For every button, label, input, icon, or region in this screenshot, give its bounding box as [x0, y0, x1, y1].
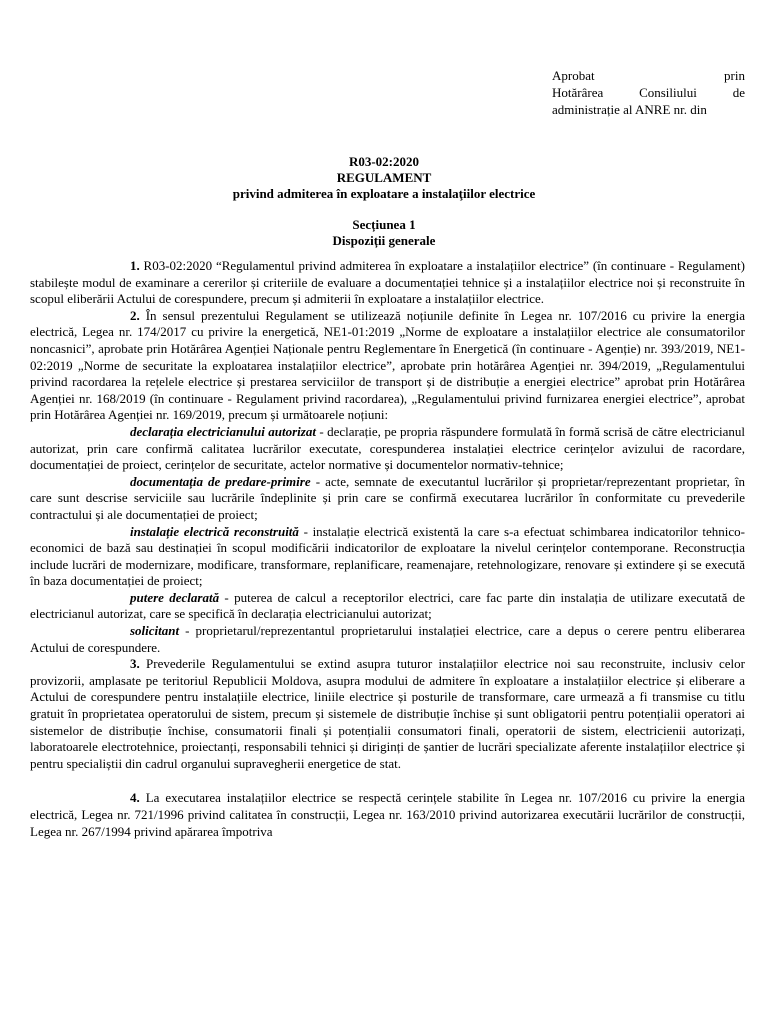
paragraph-3 [30, 656, 745, 772]
approval-line-3: administrație al ANRE nr. din [552, 102, 707, 117]
paragraph-number: 3. [130, 656, 140, 672]
definition-4 [30, 590, 745, 623]
definition-term: instalație electrică reconstruită [130, 523, 299, 539]
definition-text: - declarație, pe propria răspundere formulată în formă scrisă de către electricianul autorizat, prin care confirmă calitatea lucrărilor executate, corespunderea instalației electrice cerințelor avizului de racordare, documentației de proiect, cerințelor de securitate, actelor normative și documentelor normativ-tehnice; [30, 423, 745, 473]
approval-note [552, 67, 745, 118]
approval-line-1: Aprobat prin [552, 68, 745, 83]
document-type: REGULAMENT [336, 170, 432, 185]
definition-3 [30, 524, 745, 590]
definition-5 [30, 623, 745, 656]
document-subtitle: privind admiterea în exploatare a instalaţiilor electrice [232, 186, 536, 201]
section-title: Dispoziții generale [332, 233, 436, 248]
definition-term: declarația electricianului autorizat [130, 423, 316, 439]
definition-term: putere declarată [130, 589, 220, 605]
definition-text: - puterea de calcul a receptorilor electrici, care fac parte din instalația de utilizare executată de electricianul autorizat, care se specifică în declarația electricianului autorizat; [30, 589, 745, 622]
definition-term: documentația de predare-primire [130, 473, 311, 489]
paragraph-number: 2. [130, 307, 140, 323]
paragraph-text: R03-02:2020 “Regulamentul privind admiterea în exploatare a instalațiilor electrice” (în continuare - Regulament) stabilește modul de examinare a cererilor și criteriile de evaluare a documentației tehnice și a instalațiilor electrice noi și reconstruite în scopul eliberării Actului de corespundere, precum și admiterii în exploatare a instalațiilor electrice. [30, 258, 745, 307]
paragraph-text: La executarea instalațiilor electrice se respectă cerințele stabilite în Legea nr. 107/2016 cu privire la energia electrică, Legea nr. 721/1996 privind calitatea în construcții, Legea nr. 163/2010 privind autorizarea executării lucrărilor de construcții, Legea nr. 267/1994 privind apărarea împotriva [30, 790, 746, 839]
definition-text: - instalație electrică existentă la care s-a efectuat schimbarea indicatorilor tehnico-economici de bază sau destinației în scopul modificării indicatorilor de exploatare la nivelul cerințelor contemporane. Reconstrucția include lucrări de modernizare, modificare, transformare, replanificare, reamenajare, retehnologizare, renovare și extindere și se execută în baza documentației de proiect; [30, 523, 745, 589]
definition-text: - acte, semnate de executantul lucrărilor și proprietar/reprezentant proprietar, în care sunt descrise serviciile sau lucrările îndeplinite și prin care se confirmă executarea lucrărilor în conformitate cu prevederile contractului și ale documentației de proiect; [30, 473, 745, 522]
definition-text: - proprietarul/reprezentantul proprietarului instalației electrice, care a depus o cerere pentru eliberarea Actului de corespundere. [30, 623, 745, 655]
paragraph-4 [30, 790, 745, 840]
document-header [30, 154, 738, 249]
spacer [30, 202, 738, 217]
paragraph-text: În sensul prezentului Regulament se utilizează noțiunile definite în Legea nr. 107/2016 cu privire la energia electrică, Legea nr. 174/2017 cu privire la energetică, NE1-01:2019 „Norme de exploatare a instalațiilor electrice ale consumatorilor noncasnici”, aprobate prin Hotărârea Agenției Naționale pentru Reglementare în Energetică (în continuare - Agenție) nr. 393/2019, NE1-02:2019 „Norme de securitate la exploatarea instalațiilor electrice”, aprobate prin hotărârea Agenției nr. 394/2019, „Regulamentului privind racordarea la rețelele electrice și prestarea serviciilor de transport și de distribuție a energiei electrice” aprobat prin Hotărârea Agenției nr. 168/2019 (în continuare - Regulament privind racordarea), „Regulamentului privind furnizarea energiei electrice”, aprobat prin Hotărârea Agenției nr. 169/2019, precum și următoarele noțiuni: [30, 307, 746, 423]
document-code: R03-02:2020 [348, 154, 420, 169]
section-number: Secțiunea 1 [352, 217, 416, 232]
definition-2 [30, 474, 745, 524]
paragraph-number: 1. [130, 258, 140, 273]
paragraph-number: 4. [130, 790, 140, 806]
paragraph-2 [30, 308, 745, 424]
document-body [30, 258, 745, 840]
definition-1 [30, 424, 745, 474]
paragraph-1 [30, 258, 745, 308]
paragraph-text: Prevederile Regulamentului se extind asupra tuturor instalațiilor electrice noi sau reconstruite, inclusiv celor provizorii, amplasate pe teritoriul Republicii Moldova, asupra modului de admitere în exploatare a instalațiilor electrice și eliberare a Actului de corespundere pentru instalațiile electrice, liniile electrice și posturile de transformare, care urmează a fi transmise cu titlu gratuit în proprietatea operatorului de sistem, precum și sistemele de distribuție închise și sunt obligatorii pentru potențialii operatori ai sistemelor de distribuție închise, consumatorii finali și potențialii consumatori finali, operatorii de sistem, electricienii autorizați, laboratoarele electrotehnice, proiectanți, responsabili tehnici și diriginți de șantier de lucrări specializate aferente instalațiilor electrice și pentru specialiștii din cadrul organului supravegherii energetice de stat. [30, 656, 745, 771]
definition-term: solicitant [130, 623, 180, 639]
approval-line-2: Hotărârea Consiliului de [552, 85, 745, 100]
